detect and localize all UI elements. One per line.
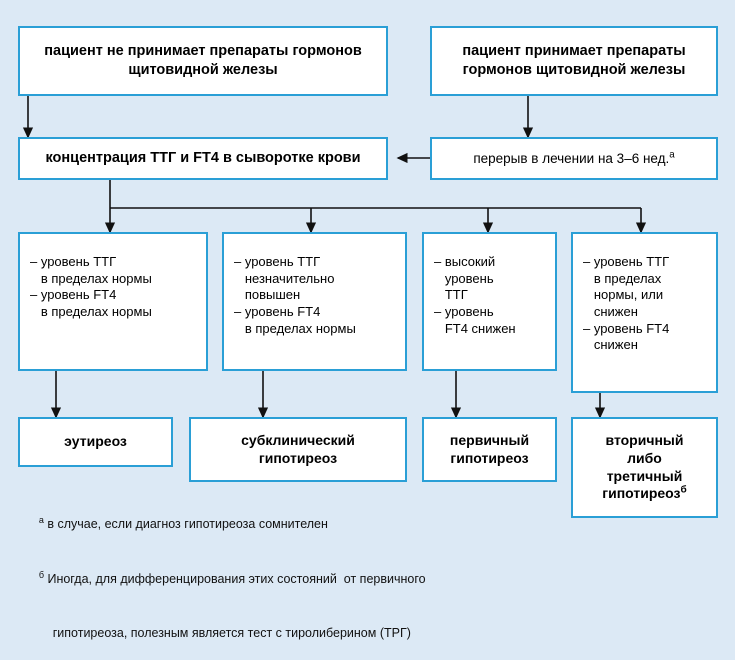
branch-3-line-2: уровень xyxy=(434,270,494,286)
node-result-4-text xyxy=(573,432,716,504)
branch-2-line-5: в пределах нормы xyxy=(234,320,356,336)
node-mid-right-footnote-marker: а xyxy=(669,149,675,161)
node-branch-3-list xyxy=(424,254,555,337)
branch-4-line-4: снижен xyxy=(583,303,638,319)
footnote-b-text: Иногда, для дифференцирования этих состояний от первичного xyxy=(44,571,426,586)
node-branch-2 xyxy=(222,232,407,371)
node-result-1 xyxy=(18,417,173,467)
footnote-a-marker: а xyxy=(38,514,44,525)
node-branch-4 xyxy=(571,232,718,393)
branch-1-line-3: – уровень FT4 xyxy=(30,287,117,303)
footnotes xyxy=(18,497,578,660)
result-4-line-3: третичный xyxy=(606,467,683,484)
footnote-a-text: в случае, если диагноз гипотиреоза сомнителен xyxy=(43,517,328,532)
footnote-b-cont-text: гипотиреоза, полезным является тест с тиролиберином (ТРГ) xyxy=(38,625,411,640)
branch-4-line-2: в пределах xyxy=(583,270,662,286)
branch-3-line-4: – уровень xyxy=(434,303,494,319)
branch-3-line-3: ТТГ xyxy=(434,287,468,303)
branch-4-line-6: снижен xyxy=(583,337,638,353)
node-top-left xyxy=(18,26,388,96)
branch-2-line-2: незначительно xyxy=(234,270,335,286)
node-result-2 xyxy=(189,417,407,482)
result-4-line-1: вторичный xyxy=(605,431,684,448)
result-2-line-2: гипотиреоз xyxy=(258,449,338,466)
node-top-right-text: пациент принимает препараты гормонов щитовидной железы xyxy=(462,43,686,78)
node-top-left-text: пациент не принимает препараты гормонов щитовидной железы xyxy=(44,43,362,78)
branch-2-line-1: – уровень ТТГ xyxy=(234,254,321,269)
node-branch-4-list xyxy=(573,254,716,354)
node-mid-left-text: концентрация ТТГ и FT4 в сыворотке крови xyxy=(45,150,361,167)
branch-3-line-1: – высокий xyxy=(434,254,496,269)
footnote-a xyxy=(18,497,578,551)
result-4-line-4: гипотиреоз xyxy=(602,485,681,502)
node-branch-1 xyxy=(18,232,208,371)
footnote-b-cont xyxy=(18,606,578,660)
branch-1-line-4: в пределах нормы xyxy=(30,303,152,319)
node-mid-right-label: перерыв в лечении на 3–6 нед. xyxy=(473,150,670,166)
result-2-line-1: субклинический xyxy=(241,431,355,448)
node-branch-2-list xyxy=(224,254,405,337)
result-4-line-2: либо xyxy=(627,449,662,466)
node-branch-1-list xyxy=(20,254,206,321)
node-result-4 xyxy=(571,417,718,518)
result-3-line-1: первичный xyxy=(449,431,530,448)
footnote-b-marker: б xyxy=(38,569,44,580)
footnote-b xyxy=(18,551,578,605)
result-4-footnote-marker: б xyxy=(680,484,687,496)
branch-1-line-1: – уровень ТТГ xyxy=(30,254,117,269)
node-mid-right-text xyxy=(432,150,716,167)
node-mid-right xyxy=(430,137,718,180)
branch-2-line-3: повышен xyxy=(234,287,301,303)
node-result-3 xyxy=(422,417,557,482)
branch-3-line-5: FT4 снижен xyxy=(434,320,516,336)
node-result-2-text xyxy=(191,432,405,468)
node-result-1-text: эутиреоз xyxy=(64,433,127,450)
branch-4-line-1: – уровень ТТГ xyxy=(583,254,670,269)
node-result-3-text xyxy=(424,432,555,468)
node-mid-left xyxy=(18,137,388,180)
branch-1-line-2: в пределах нормы xyxy=(30,270,152,286)
branch-4-line-5: – уровень FT4 xyxy=(583,320,670,336)
result-3-line-2: гипотиреоз xyxy=(450,449,529,466)
node-branch-3 xyxy=(422,232,557,371)
node-top-right xyxy=(430,26,718,96)
branch-4-line-3: нормы, или xyxy=(583,287,664,303)
branch-2-line-4: – уровень FT4 xyxy=(234,303,321,319)
